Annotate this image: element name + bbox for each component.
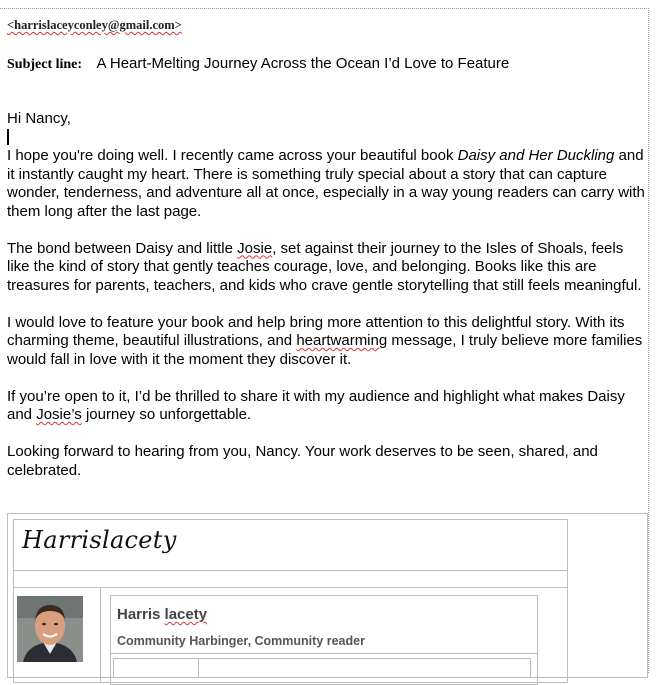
p3-after: message, I truly believe more families would fall in love with it the moment they discover it. (7, 332, 643, 368)
info-cell (101, 588, 568, 683)
info-empty-cell-1 (113, 658, 199, 678)
p1-after: and it instantly caught my heart. There is something truly special about a story that can capture wonder, tenderness, and adventure all at once, especially in a way young readers can carry with them long after the last page. (7, 147, 645, 220)
paragraph-5: Looking forward to hearing from you, Nancy. Your work deserves to be seen, shared, and celebrated. (7, 443, 598, 479)
paragraph-1 (7, 147, 649, 221)
signature-name (117, 606, 207, 623)
p4-before: If you’re open to it, I’d be thrilled to share it with my audience and highlight what makes Daisy and (7, 387, 625, 423)
paragraph-2 (7, 240, 649, 296)
subject-line (7, 55, 509, 73)
signature-spacer (13, 571, 568, 588)
info-divider (111, 653, 537, 654)
info-empty-cell-2 (199, 658, 531, 678)
signature-block (7, 513, 648, 678)
subject-label: Subject line: (7, 57, 83, 72)
p1-before: I hope you're doing well. I recently came across your beautiful book (7, 147, 458, 164)
p3-word: heartwarming (296, 332, 388, 349)
avatar (17, 596, 83, 662)
photo-cell (13, 588, 101, 683)
sender-email-text: <harrislaceyconley@gmail.com> (7, 18, 182, 32)
name-last: lacety (164, 606, 208, 623)
sender-email[interactable] (7, 18, 182, 33)
p2-before: The bond between Daisy and little (7, 239, 238, 257)
email-body[interactable] (7, 110, 649, 499)
signature-title: Community Harbinger, Community reader (117, 634, 365, 648)
p3-before: I would love to feature your book and help bring more attention to this delightful story. With its charming theme, beautiful illustrations, and (7, 313, 625, 349)
p4-after: journey so unforgettable. (81, 406, 252, 423)
book-title: Daisy and Her Duckling (457, 147, 615, 164)
p2-after: , set against their journey to the Isles of Shoals, feels like the kind of story that gently teaches courage, love, and belonging. Books like this are treasures for parents, teachers, and kids who crave gentle storytelling that still feels meaningful. (7, 239, 642, 294)
greeting: Hi Nancy, (7, 110, 71, 127)
p2-name: Josie (237, 239, 273, 257)
subject-text: A Heart-Melting Journey Across the Ocean I’d Love to Feature (96, 55, 510, 72)
handwritten-signature: Harrislacety (22, 526, 177, 554)
signature-script-cell (13, 519, 568, 571)
paragraph-3 (7, 314, 649, 370)
name-first: Harris (117, 606, 165, 623)
info-inner-table (110, 595, 538, 685)
paragraph-4 (7, 388, 649, 425)
p4-name: Josie’s (36, 406, 82, 423)
